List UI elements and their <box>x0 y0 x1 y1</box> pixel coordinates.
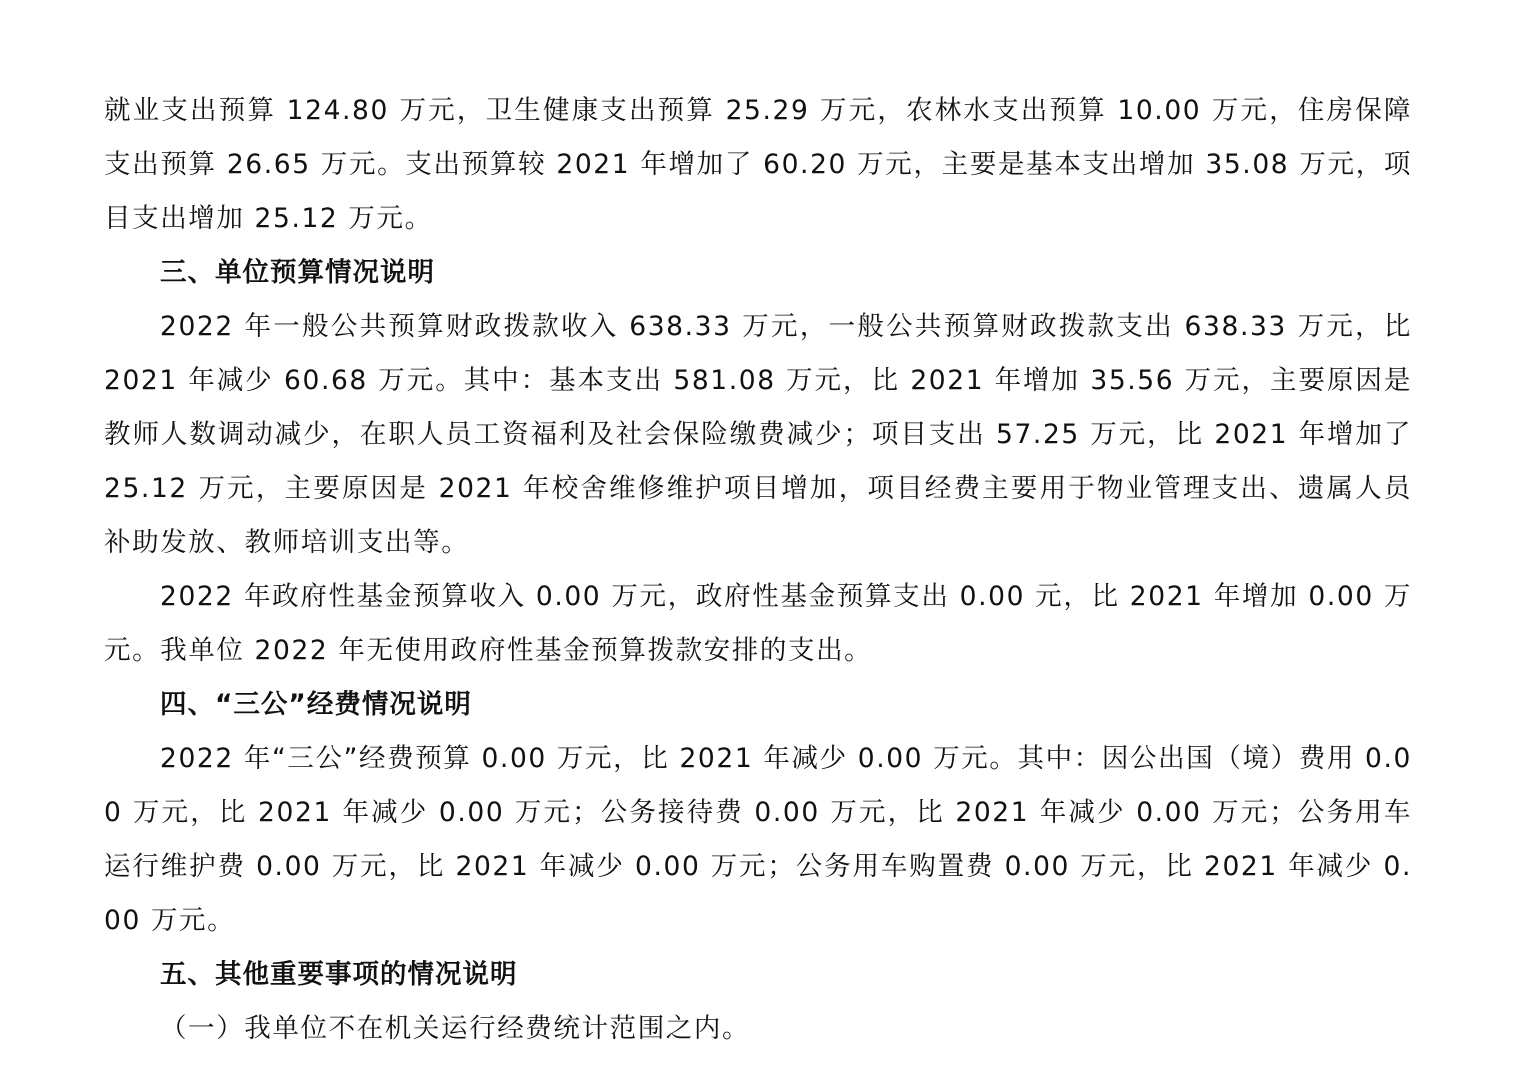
section-heading-other-matters: 五、其他重要事项的情况说明 <box>160 959 518 990</box>
section-heading-unit-budget: 三、单位预算情况说明 <box>160 257 435 288</box>
paragraph-government-fund-budget: 2022 年政府性基金预算收入 0.00 万元，政府性基金预算支出 0.00 元，比 2021 年增加 0.00 万元。我单位 2022 年无使用政府性基金预算拨款安排的支出。 <box>104 581 1412 666</box>
document-page <box>104 84 1412 1056</box>
paragraph-general-public-budget: 2022 年一般公共预算财政拨款收入 638.33 万元，一般公共预算财政拨款支出 638.33 万元，比 2021 年减少 60.68 万元。其中：基本支出 581.08 万元，比 2021 年增加 35.56 万元，主要原因是教师人数调动减少，在职人员工资福利及社会保险缴费减少；项目支出 57.25 万元，比 2021 年增加了 25.12 万元，主要原因是 2021 年校舍维修维护项目增加，项目经费主要用于物业管理支出、遗属人员补助发放、教师培训支出等。 <box>104 311 1412 558</box>
section-heading-three-public-expenses: 四、“三公”经费情况说明 <box>160 689 472 720</box>
paragraph-expenditure-budget: 就业支出预算 124.80 万元，卫生健康支出预算 25.29 万元，农林水支出预算 10.00 万元，住房保障支出预算 26.65 万元。支出预算较 2021 年增加了 60.20 万元，主要是基本支出增加 35.08 万元，项目支出增加 25.12 万元。 <box>104 95 1412 234</box>
paragraph-three-public-expenses: 2022 年“三公”经费预算 0.00 万元，比 2021 年减少 0.00 万元。其中：因公出国（境）费用 0.00 万元，比 2021 年减少 0.00 万元；公务接待费 0.00 万元，比 2021 年减少 0.00 万元；公务用车运行维护费 0.00 万元，比 2021 年减少 0.00 万元；公务用车购置费 0.00 万元，比 2021 年减少 0.00 万元。 <box>104 743 1412 936</box>
paragraph-other-matters-item-1: （一）我单位不在机关运行经费统计范围之内。 <box>160 1013 751 1044</box>
